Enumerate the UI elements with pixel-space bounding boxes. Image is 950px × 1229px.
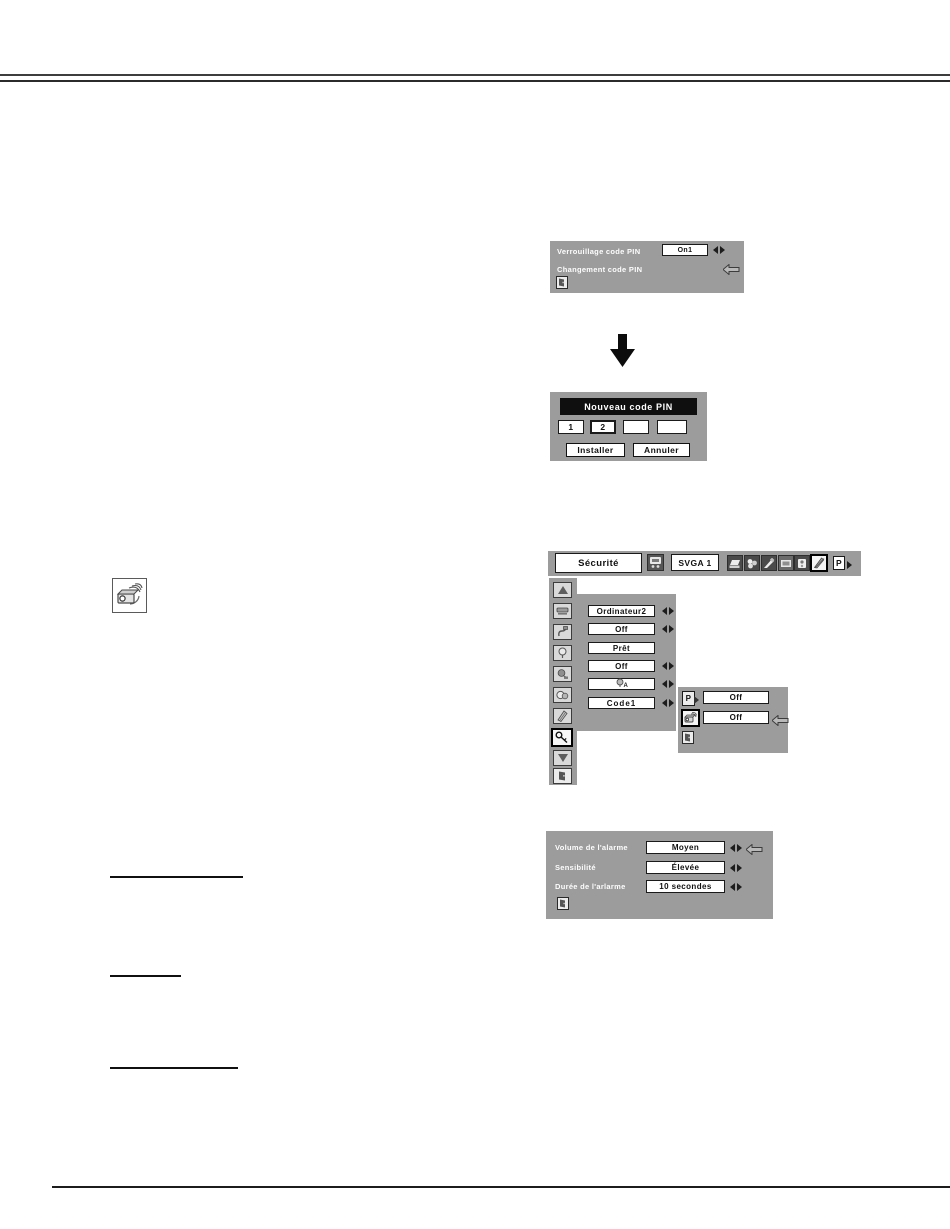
- footer-rule: [52, 1186, 950, 1188]
- heading-underline-1: [110, 876, 243, 878]
- image-select-icon[interactable]: [744, 555, 760, 571]
- spin-left-icon[interactable]: [662, 699, 667, 707]
- spin-right-icon[interactable]: [669, 680, 674, 688]
- image-select-menu-icon[interactable]: [553, 645, 572, 661]
- pin-digit-box-2[interactable]: 2: [590, 420, 616, 434]
- return-arrow-icon: [723, 262, 740, 280]
- new-pin-title: Nouveau code PIN: [560, 398, 697, 415]
- alarm-volume-value[interactable]: Moyen: [646, 841, 725, 854]
- lamp-mode-icon: [615, 678, 629, 690]
- spin-left-icon[interactable]: [730, 864, 735, 872]
- pin-change-label: Changement code PIN: [557, 265, 643, 274]
- security-menu-topbar: [548, 551, 861, 576]
- menu-item-value[interactable]: Prêt: [588, 642, 655, 654]
- spin-left-icon[interactable]: [713, 246, 718, 254]
- pc-adjust-menu-icon[interactable]: [553, 624, 572, 640]
- scroll-down-icon[interactable]: [553, 750, 572, 766]
- heading-underline-2: [110, 975, 181, 977]
- image-adjust-icon[interactable]: [761, 555, 777, 571]
- menu-title: Sécurité: [555, 553, 642, 573]
- pin-digit-box-4[interactable]: [657, 420, 687, 434]
- screen-icon[interactable]: [778, 555, 794, 571]
- heading-underline-3: [110, 1067, 238, 1069]
- cancel-button[interactable]: Annuler: [633, 443, 690, 457]
- input-icon[interactable]: [727, 555, 743, 571]
- pin-digit-box-3[interactable]: [623, 420, 649, 434]
- submenu-value[interactable]: Off: [703, 711, 769, 724]
- menu-item-value[interactable]: Ordinateur2: [588, 605, 655, 617]
- note-projector-icon: [112, 578, 147, 613]
- install-button[interactable]: Installer: [566, 443, 625, 457]
- return-arrow-icon: [746, 842, 763, 860]
- header-rule: [0, 74, 950, 82]
- return-arrow-icon: [772, 713, 789, 731]
- setting-key-menu-icon[interactable]: [551, 728, 573, 747]
- alarm-panel: [546, 831, 773, 919]
- spin-right-icon[interactable]: [669, 662, 674, 670]
- pin-lock-label: Verrouillage code PIN: [557, 247, 641, 256]
- spin-right-icon[interactable]: [669, 699, 674, 707]
- sensitivity-value[interactable]: Élevée: [646, 861, 725, 874]
- menu-item-value[interactable]: Off: [588, 623, 655, 635]
- spin-right-icon[interactable]: [737, 883, 742, 891]
- spin-left-icon[interactable]: [662, 625, 667, 633]
- pin-lock-value[interactable]: On1: [662, 244, 708, 256]
- input-menu-icon[interactable]: [553, 603, 572, 619]
- scroll-up-icon[interactable]: [553, 582, 572, 598]
- spin-right-icon[interactable]: [737, 844, 742, 852]
- setting-icon[interactable]: [810, 554, 828, 572]
- alarm-duration-label: Durée de l'arlarme: [555, 882, 626, 891]
- input-source-box: SVGA 1: [671, 554, 719, 571]
- menu-item-lamp-mode[interactable]: [588, 678, 655, 690]
- spin-right-icon[interactable]: [669, 625, 674, 633]
- spin-left-icon[interactable]: [730, 883, 735, 891]
- menu-item-value[interactable]: Off: [588, 660, 655, 672]
- special-menu-icon[interactable]: P: [833, 556, 845, 570]
- spin-left-icon[interactable]: [662, 662, 667, 670]
- exit-door-icon[interactable]: [556, 276, 568, 289]
- alarm-exit-door-icon[interactable]: [557, 897, 569, 910]
- sound-menu-icon[interactable]: [553, 708, 572, 724]
- flow-down-arrow-icon: [608, 334, 638, 373]
- special-menu-arrow-icon: [847, 561, 852, 569]
- pj-lock-arrow-icon: [694, 696, 699, 704]
- alarm-duration-value[interactable]: 10 secondes: [646, 880, 725, 893]
- pin-lock-panel: [550, 241, 744, 293]
- menu-item-value[interactable]: Code1: [588, 697, 655, 709]
- spin-right-icon[interactable]: [720, 246, 725, 254]
- image-adjust-menu-icon[interactable]: [553, 666, 572, 682]
- new-pin-panel: [550, 392, 707, 461]
- sensitivity-label: Sensibilité: [555, 863, 596, 872]
- guide-monitor-icon: [647, 554, 664, 571]
- submenu-exit-door-icon[interactable]: [682, 731, 694, 744]
- spin-left-icon[interactable]: [662, 680, 667, 688]
- pin-lock-spin-arrows[interactable]: [713, 246, 725, 254]
- spin-right-icon[interactable]: [737, 864, 742, 872]
- security-menu-items: [577, 594, 676, 731]
- alarm-volume-label: Volume de l'alarme: [555, 843, 628, 852]
- pj-lock-icon[interactable]: P: [682, 691, 695, 706]
- pin-digit-box-1[interactable]: 1: [558, 420, 584, 434]
- sound-icon[interactable]: [794, 555, 810, 571]
- spin-left-icon[interactable]: [730, 844, 735, 852]
- submenu-value[interactable]: Off: [703, 691, 769, 704]
- spin-right-icon[interactable]: [669, 607, 674, 615]
- svg-text:A: A: [623, 683, 628, 688]
- screen-menu-icon[interactable]: [553, 687, 572, 703]
- spin-left-icon[interactable]: [662, 607, 667, 615]
- sidebar-exit-door-icon[interactable]: [553, 768, 572, 784]
- alarm-icon[interactable]: [681, 709, 700, 727]
